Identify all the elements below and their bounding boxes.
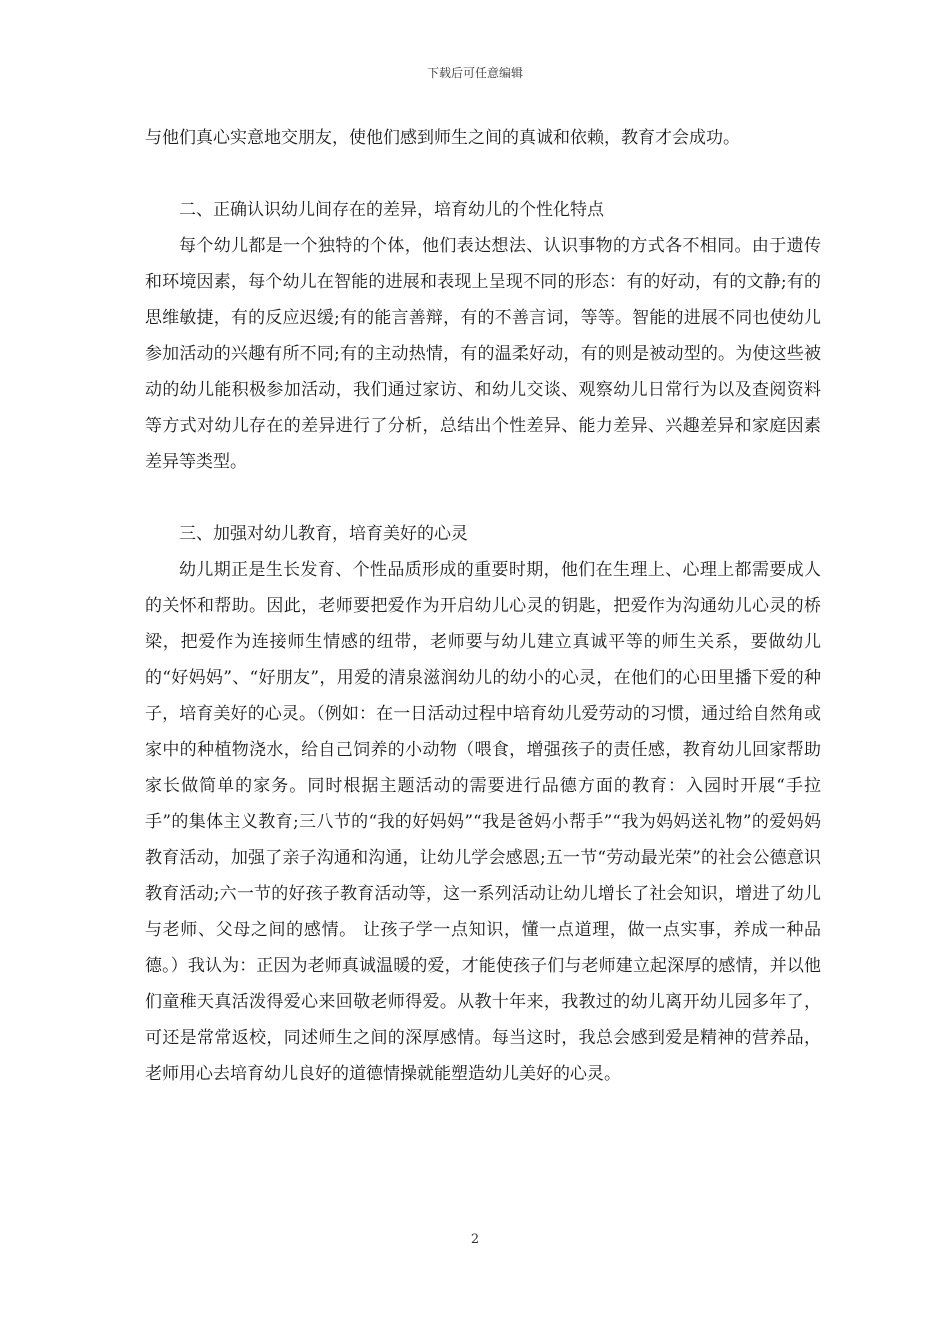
page-header: 下载后可任意编辑: [426, 66, 523, 80]
section-heading-2: 二、正确认识幼儿间存在的差异，培育幼儿的个性化特点: [179, 200, 604, 220]
paragraph-gap: [145, 156, 821, 192]
paragraph-continuation: 与他们真心实意地交朋友，使他们感到师生之间的真诚和依赖，教育才会成功。: [145, 128, 740, 148]
paragraph-section-3: 幼儿期正是生长发育、个性品质形成的重要时期，他们在生理上、心理上都需要成人的关怀和帮助。因此，老师要把爱作为开启幼儿心灵的钥匙，把爱作为沟通幼儿心灵的桥梁，把爱作为连接师生情感的纽带，老师要与幼儿建立真诚平等的师生关系，要做幼儿的“好妈妈”、“好朋友”，用爱的清泉滋润幼儿的幼小的心灵，在他们的心田里播下爱的种子，培育美好的心灵。（例如：在一日活动过程中培育幼儿爱劳动的习惯，通过给自然角或家中的种植物浇水，给自己饲养的小动物（喂食，增强孩子的责任感，教育幼儿回家帮助家长做简单的家务。同时根据主题活动的需要进行品德方面的教育：入园时开展“手拉手”的集体主义教育;三八节的“我的好妈妈”“我是爸妈小帮手”“我为妈妈送礼物”的爱妈妈教育活动，加强了亲子沟通和沟通，让幼儿学会感恩;五一节“劳动最光荣”的社会公德意识教育活动;六一节的好孩子教育活动等，这一系列活动让幼儿增长了社会知识，增进了幼儿与老师、父母之间的感情。 让孩子学一点知识，懂一点道理，做一点实事，养成一种品德。）我认为：正因为老师真诚温暖的爱，才能使孩子们与老师建立起深厚的感情，并以他们童稚天真活泼得爱心来回敬老师得爱。从教十年来，我教过的幼儿离开幼儿园多年了，可还是常常返校，同述师生之间的深厚感情。每当这时，我总会感到爱是精神的营养品，老师用心去培育幼儿良好的道德情操就能塑造幼儿美好的心灵。: [145, 560, 821, 1084]
paragraph-gap: [145, 480, 821, 516]
page-number: 2: [470, 1232, 480, 1247]
paragraph-section-2: 每个幼儿都是一个独特的个体，他们表达想法、认识事物的方式各不相同。由于遗传和环境因素，每个幼儿在智能的进展和表现上呈现不同的形态：有的好动，有的文静;有的思维敏捷，有的反应迟缓;有的能言善辩，有的不善言词，等等。智能的进展不同也使幼儿参加活动的兴趣有所不同;有的主动热情，有的温柔好动，有的则是被动型的。为使这些被动的幼儿能积极参加活动，我们通过家访、和幼儿交谈、观察幼儿日常行为以及查阅资料等方式对幼儿存在的差异进行了分析，总结出个性差异、能力差异、兴趣差异和家庭因素差异等类型。: [145, 236, 821, 472]
document-body: [145, 120, 821, 1092]
section-heading-3: 三、加强对幼儿教育，培育美好的心灵: [179, 524, 468, 544]
